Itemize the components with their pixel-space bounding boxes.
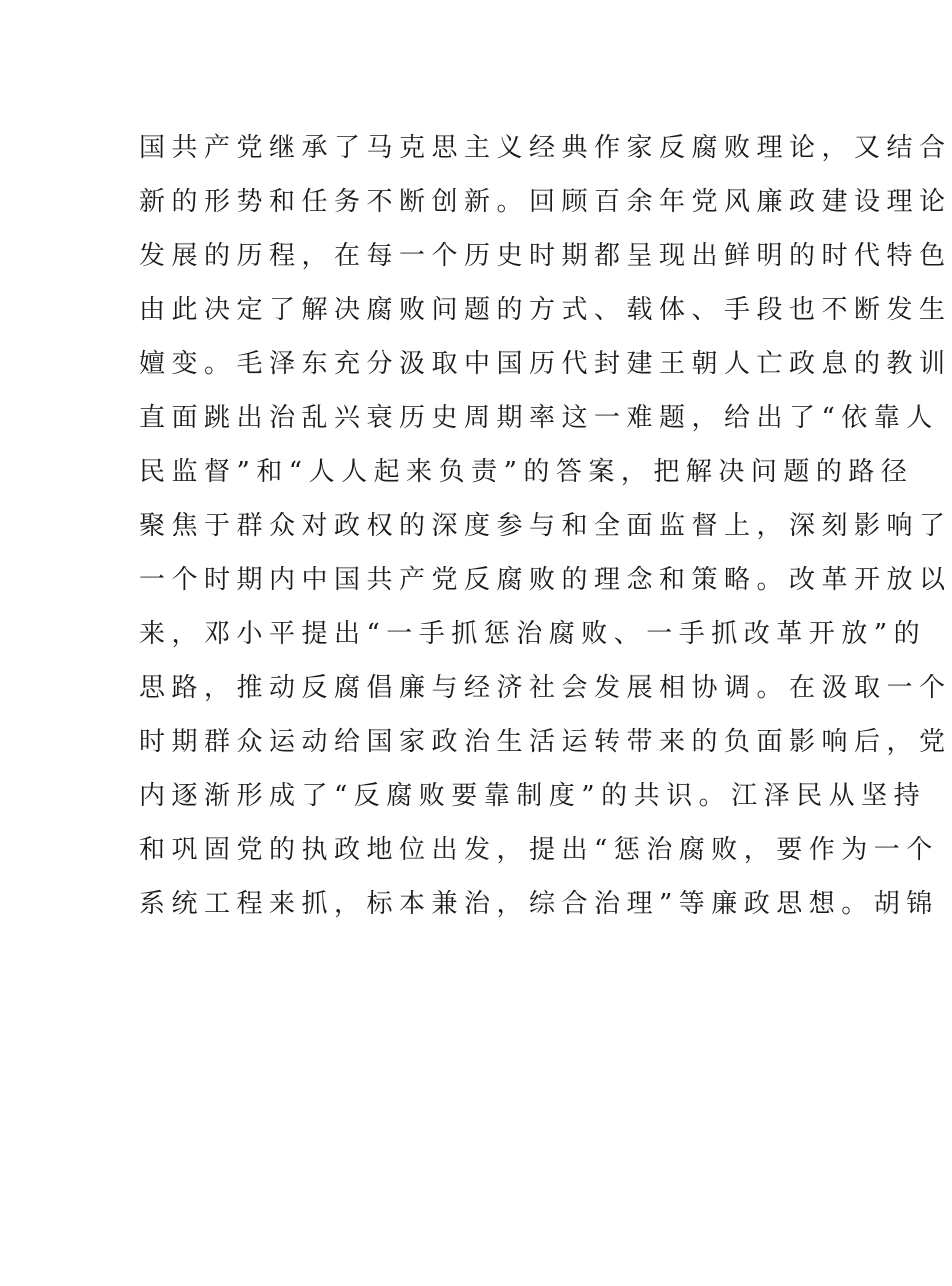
text-line: 直面跳出治乱兴衰历史周期率这一难题，给出了“依靠人: [139, 403, 939, 433]
text-line: 思路，推动反腐倡廉与经济社会发展相协调。在汲取一个: [139, 673, 952, 703]
text-line: 系统工程来抓，标本兼治，综合治理”等廉政思想。胡锦: [139, 889, 939, 919]
text-line: 国共产党继承了马克思主义经典作家反腐败理论，又结合: [139, 133, 952, 163]
text-line: 和巩固党的执政地位出发，提出“惩治腐败，要作为一个: [139, 835, 939, 865]
text-line: 发展的历程，在每一个历史时期都呈现出鲜明的时代特色: [139, 241, 952, 271]
text-line: 由此决定了解决腐败问题的方式、载体、手段也不断发生: [139, 295, 952, 325]
text-line: 新的形势和任务不断创新。回顾百余年党风廉政建设理论: [139, 187, 952, 217]
text-line: 聚焦于群众对政权的深度参与和全面监督上，深刻影响了: [139, 511, 952, 541]
text-line: 一个时期内中国共产党反腐败的理念和策略。改革开放以: [139, 565, 952, 595]
text-line: 时期群众运动给国家政治生活运转带来的负面影响后，党: [139, 727, 952, 757]
body-text: [139, 121, 952, 931]
text-line: 内逐渐形成了“反腐败要靠制度”的共识。江泽民从坚持: [139, 781, 927, 811]
text-line: 嬗变。毛泽东充分汲取中国历代封建王朝人亡政息的教训: [139, 349, 952, 379]
text-line: 民监督”和“人人起来负责”的答案，把解决问题的路径: [139, 457, 914, 487]
text-line: 来，邓小平提出“一手抓惩治腐败、一手抓改革开放”的: [139, 619, 927, 649]
